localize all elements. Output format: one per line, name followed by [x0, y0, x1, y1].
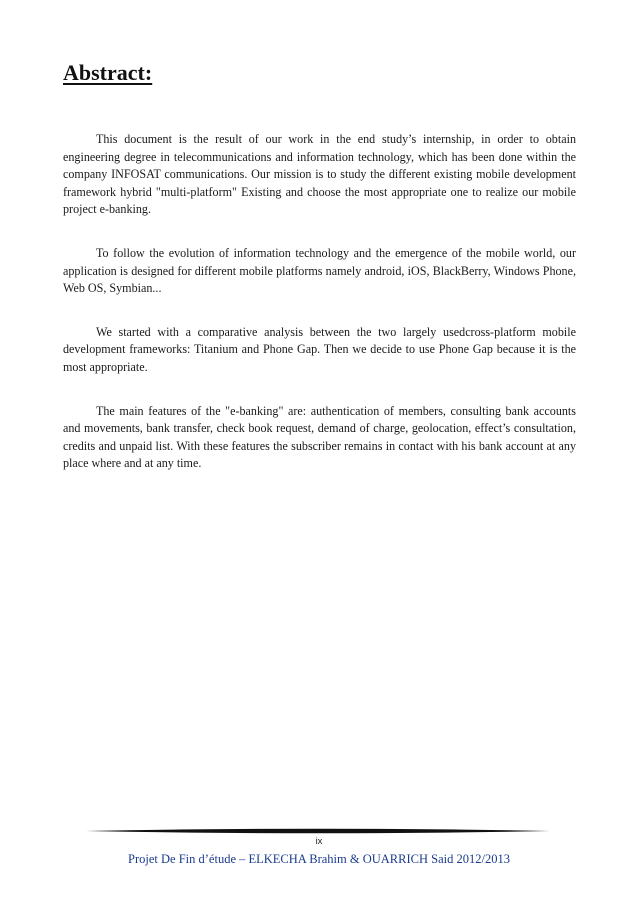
abstract-paragraph-1: This document is the result of our work in the end study’s internship, in order to obtain engineering degree in telecommunications and information technology, which has been done within the company INFOSAT communications. Our mission is to study the different existing mobile development framework hybrid "multi-platform" Existing and choose the most appropriate one to realize our mobile project e-banking. — [63, 132, 576, 217]
footer-credit: Projet De Fin d’étude – ELKECHA Brahim & OUARRICH Said 2012/2013 — [128, 852, 510, 866]
abstract-heading: Abstract: — [63, 60, 153, 85]
page-number: ix — [315, 836, 323, 847]
abstract-paragraph-4: The main features of the "e-banking" are: authentication of members, consulting bank accounts and movements, bank transfer, check book request, demand of charge, geolocation, effect’s consultation, credits and unpaid list. With these features the subscriber remains in contact with his bank account at any place where and at any time. — [63, 403, 576, 471]
abstract-body — [63, 131, 576, 473]
abstract-paragraph-3: We started with a comparative analysis between the two largely usedcross-platform mobile development frameworks: Titanium and Phone Gap. Then we decide to use Phone Gap because it is the most appropriate. — [63, 324, 576, 374]
abstract-paragraph-2: To follow the evolution of information technology and the emergence of the mobile world, our application is designed for different mobile platforms namely android, iOS, BlackBerry, Windows Phone, Web OS, Symbian... — [63, 245, 576, 296]
footer-divider — [86, 828, 550, 834]
